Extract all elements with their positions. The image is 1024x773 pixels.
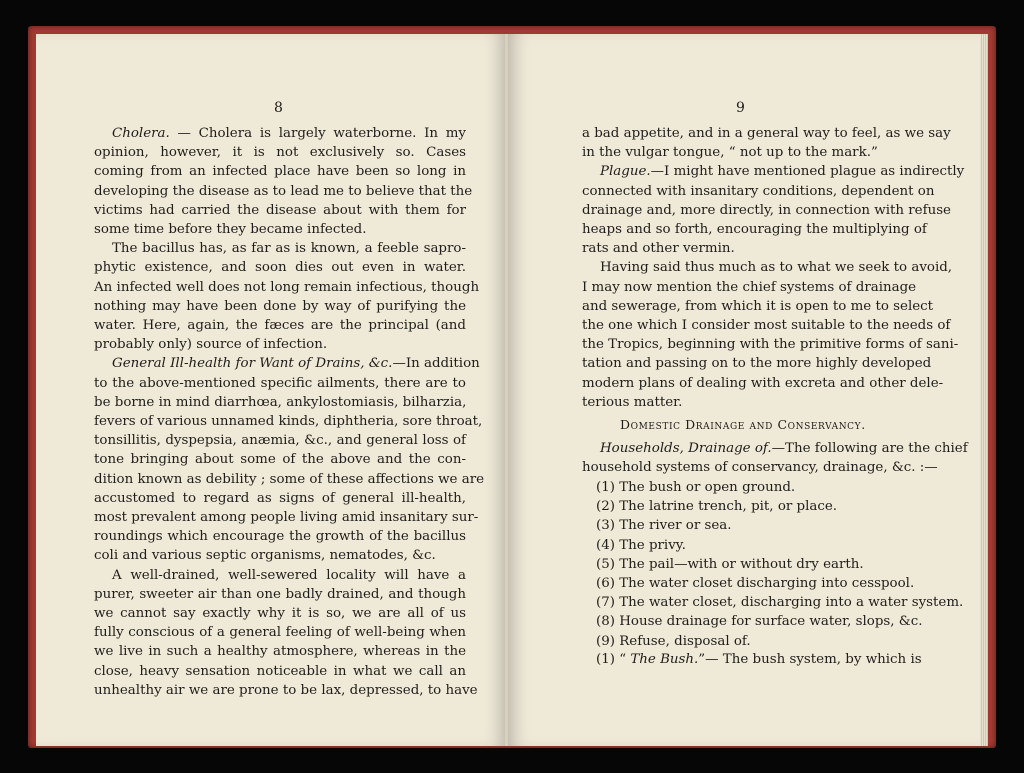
text-run: probably only) source of infection. bbox=[94, 337, 328, 353]
list-item: (5) The pail—with or without dry earth. bbox=[596, 556, 864, 572]
text-run: heaps and so forth, encouraging the multiplying of bbox=[582, 222, 927, 238]
text-line bbox=[94, 662, 466, 681]
text-line bbox=[94, 220, 466, 239]
text-line bbox=[94, 124, 466, 143]
text-run: household systems of conservancy, drainage, &c. :— bbox=[582, 460, 938, 476]
text-line bbox=[94, 546, 466, 565]
italic-run: The Bush. bbox=[630, 652, 699, 667]
italic-run: Plague. bbox=[600, 164, 651, 180]
text-run: developing the disease as to lead me to believe that the bbox=[94, 183, 473, 199]
text-run: connected with insanitary conditions, dependent on bbox=[582, 183, 935, 199]
text-run: Having said thus much as to what we seek to avoid, bbox=[600, 260, 953, 276]
text-run: An infected well does not long remain infectious, though bbox=[94, 279, 480, 295]
text-run: purer, sweeter air than one badly drained, and though bbox=[94, 586, 466, 602]
text-line bbox=[94, 566, 466, 585]
text-line bbox=[582, 162, 965, 181]
left-page-text bbox=[94, 124, 485, 700]
text-run: ”— The bush system, by which is bbox=[698, 652, 922, 667]
text-line bbox=[582, 297, 934, 316]
text-line bbox=[582, 124, 951, 143]
text-line bbox=[582, 143, 898, 162]
page-edges bbox=[980, 34, 988, 746]
italic-run: Cholera. bbox=[112, 126, 170, 141]
text-line bbox=[582, 316, 951, 335]
text-run: coming from an infected place have been so long in bbox=[94, 164, 466, 180]
text-line bbox=[94, 470, 485, 489]
text-run: close, heavy sensation noticeable in what we call an bbox=[94, 663, 466, 679]
text-run: unhealthy air we are prone to be lax, depressed, to have bbox=[94, 682, 478, 698]
text-line bbox=[94, 412, 483, 431]
text-line bbox=[94, 642, 466, 661]
text-line bbox=[94, 182, 473, 201]
text-run: we live in such a healthy atmosphere, whereas in the bbox=[94, 644, 466, 660]
text-run: be borne in mind diarrhœa, ankylostomiasis, bilharzia, bbox=[94, 394, 467, 410]
text-run: dition known as debility ; some of these affections we are bbox=[94, 471, 485, 487]
right-page-text bbox=[582, 124, 965, 412]
text-run: some time before they became infected. bbox=[94, 222, 367, 238]
list-item: (2) The latrine trench, pit, or place. bbox=[596, 499, 838, 515]
text-line bbox=[94, 604, 466, 623]
text-line bbox=[94, 335, 466, 354]
text-run: rats and other vermin. bbox=[582, 241, 735, 257]
list-item: (6) The water closet discharging into cesspool. bbox=[596, 576, 915, 592]
text-run: the Tropics, beginning with the primitive forms of sani- bbox=[582, 337, 959, 353]
text-run: to the above-mentioned specific ailments, there are to bbox=[94, 375, 466, 391]
text-line bbox=[582, 182, 935, 201]
text-run: roundings which encourage the growth of the bacillus bbox=[94, 529, 466, 545]
text-line bbox=[94, 162, 466, 181]
text-run: phytic existence, and soon dies out even in water. bbox=[94, 260, 466, 276]
text-line bbox=[94, 316, 466, 335]
text-run: modern plans of dealing with excreta and other dele- bbox=[582, 375, 944, 391]
text-line bbox=[94, 239, 466, 258]
text-line bbox=[94, 623, 466, 642]
text-line bbox=[94, 374, 466, 393]
text-line bbox=[94, 278, 480, 297]
text-line bbox=[582, 335, 959, 354]
text-run: tone bringing about some of the above and the con- bbox=[94, 452, 466, 468]
text-line bbox=[94, 489, 466, 508]
left-page bbox=[36, 34, 506, 746]
text-line bbox=[94, 354, 480, 373]
text-line bbox=[582, 239, 898, 258]
text-line bbox=[582, 201, 951, 220]
text-run: opinion, however, it is not exclusively so. Cases bbox=[94, 145, 466, 161]
page-number: 9 bbox=[736, 100, 745, 116]
section-heading: Domestic Drainage and Conservancy. bbox=[620, 417, 866, 432]
bush-paragraph bbox=[596, 650, 922, 669]
text-run: accustomed to regard as signs of general ill-health, bbox=[94, 490, 466, 506]
text-line bbox=[582, 220, 927, 239]
text-line bbox=[94, 297, 466, 316]
text-line bbox=[94, 508, 479, 527]
text-line bbox=[94, 527, 466, 546]
text-run: A well-drained, well-sewered locality will have a bbox=[112, 567, 466, 583]
text-run: — Cholera is largely waterborne. In my bbox=[169, 126, 466, 141]
text-run: I may now mention the chief systems of drainage bbox=[582, 279, 917, 295]
text-run: nothing may have been done by way of purifying the bbox=[94, 298, 466, 314]
text-run: the one which I consider most suitable to the needs of bbox=[582, 318, 951, 334]
text-line bbox=[582, 458, 938, 477]
text-run: The bacillus has, as far as is known, a feeble sapro- bbox=[112, 241, 466, 257]
list-item: (8) House drainage for surface water, slops, &c. bbox=[596, 614, 923, 630]
text-run: water. Here, again, the fæces are the principal (and bbox=[94, 318, 466, 334]
list-item: (4) The privy. bbox=[596, 537, 686, 553]
drainage-list bbox=[596, 478, 964, 651]
text-run: —The following are the chief bbox=[771, 441, 968, 456]
text-line bbox=[582, 393, 898, 412]
text-run: we cannot say exactly why it is so, we are all of us bbox=[94, 606, 466, 622]
list-item: (1) The bush or open ground. bbox=[596, 480, 796, 495]
text-line bbox=[94, 393, 466, 412]
text-run: tation and passing on to the more highly developed bbox=[582, 356, 932, 372]
text-line bbox=[94, 143, 466, 162]
text-run: fully conscious of a general feeling of well-being when bbox=[94, 625, 466, 641]
text-run: coli and various septic organisms, nematodes, &c. bbox=[94, 548, 436, 564]
text-line bbox=[582, 278, 917, 297]
text-run: —In addition bbox=[392, 356, 480, 372]
italic-run: General Ill-health for Want of Drains, &c. bbox=[112, 356, 393, 372]
text-run: in the vulgar tongue, “ not up to the mark.” bbox=[582, 145, 878, 161]
text-run: drainage and, more directly, in connection with refuse bbox=[582, 202, 951, 218]
text-run: a bad appetite, and in a general way to feel, as we say bbox=[582, 126, 951, 141]
page-number: 8 bbox=[274, 100, 283, 116]
text-line bbox=[582, 354, 932, 373]
text-line bbox=[94, 681, 478, 700]
text-run: (1) “ bbox=[596, 652, 631, 667]
text-run: —I might have mentioned plague as indirectly bbox=[650, 164, 965, 180]
list-item: (7) The water closet, discharging into a water system. bbox=[596, 595, 964, 611]
list-item: (9) Refuse, disposal of. bbox=[596, 633, 751, 649]
text-line bbox=[582, 258, 953, 277]
text-run: fevers of various unnamed kinds, diphtheria, sore throat, bbox=[94, 414, 483, 430]
text-line bbox=[596, 650, 922, 669]
text-run: most prevalent among people living amid insanitary sur- bbox=[94, 510, 479, 526]
text-line bbox=[582, 374, 944, 393]
text-run: victims had carried the disease about with them for bbox=[94, 202, 466, 218]
right-page bbox=[508, 34, 980, 746]
text-run: tonsillitis, dyspepsia, anæmia, &c., and general loss of bbox=[94, 433, 466, 449]
text-run: and sewerage, from which it is open to me to select bbox=[582, 298, 934, 314]
list-item: (3) The river or sea. bbox=[596, 518, 732, 534]
text-line bbox=[94, 585, 466, 604]
text-line bbox=[94, 431, 466, 450]
text-run: terious matter. bbox=[582, 394, 683, 410]
households-paragraph bbox=[582, 439, 968, 477]
text-line bbox=[582, 439, 968, 458]
text-line bbox=[94, 450, 466, 469]
italic-run: Households, Drainage of. bbox=[600, 441, 772, 456]
text-line bbox=[94, 201, 466, 220]
text-line bbox=[94, 258, 466, 277]
